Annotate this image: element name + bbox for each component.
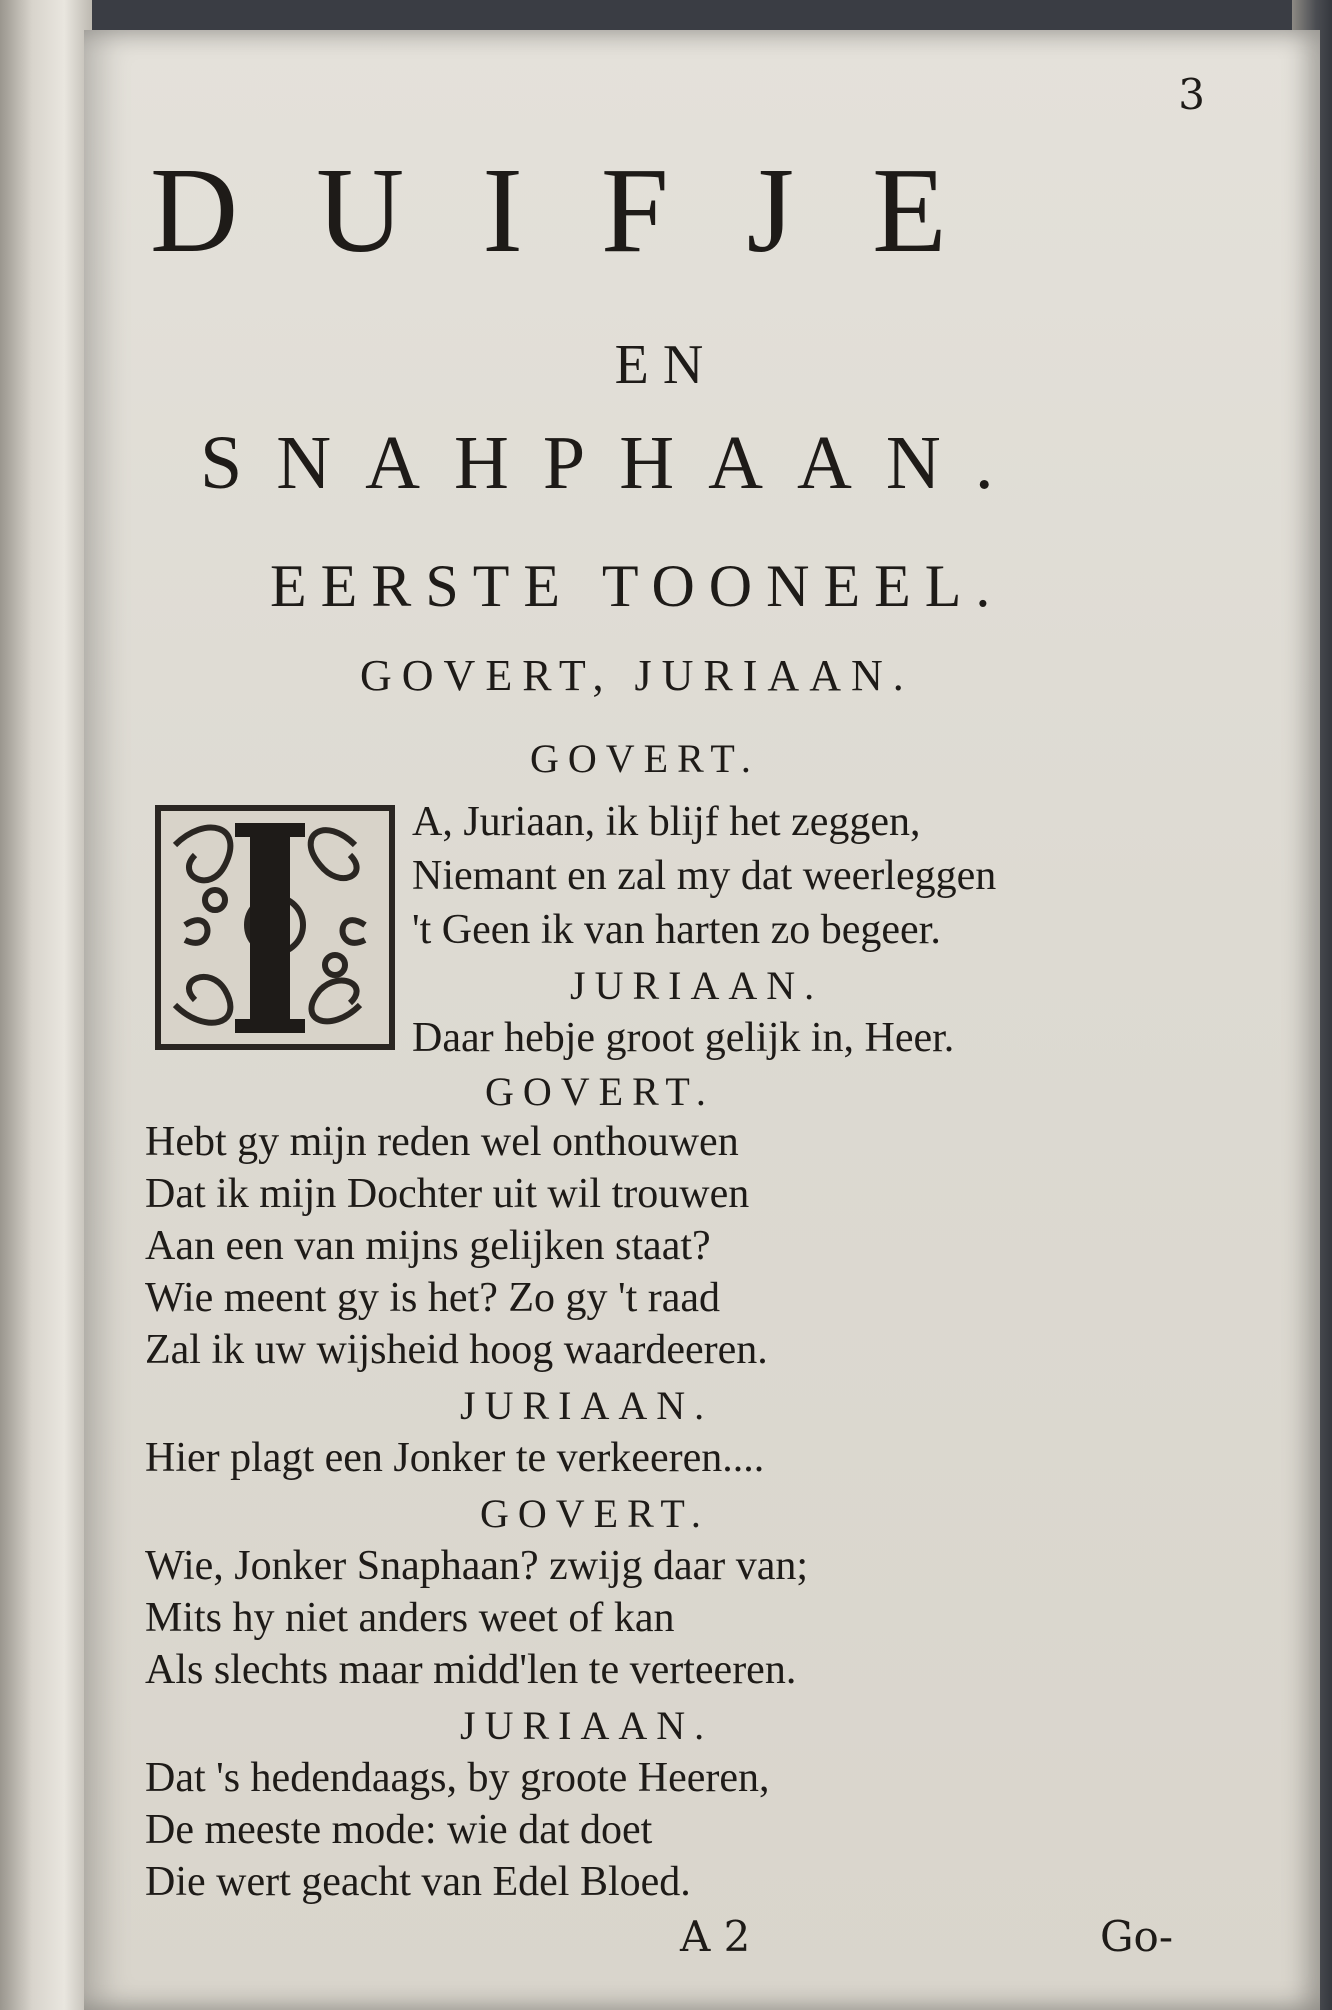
title-duifje: DUIFJE <box>150 143 1025 278</box>
verse-line: Niemant en zal my dat weerleggen <box>412 853 997 899</box>
speaker-juriaan: JURIAAN. <box>570 963 824 1008</box>
catchword: Go- <box>1100 1912 1174 1961</box>
title-snaphaan: SNAHPHAAN. <box>200 421 1028 505</box>
speaker-juriaan: JURIAAN. <box>460 1383 714 1428</box>
verse-line: Mits hy niet anders weet of kan <box>145 1595 675 1641</box>
verse-line: Dat 's hedendaags, by groote Heeren, <box>145 1755 770 1801</box>
verse-line: De meeste mode: wie dat doet <box>145 1807 653 1853</box>
verse-line: 't Geen ik van harten zo begeer. <box>412 907 941 953</box>
title-en: EN <box>614 334 718 396</box>
verse-line: Wie meent gy is het? Zo gy 't raad <box>145 1275 721 1321</box>
speaker-govert: GOVERT. <box>530 736 760 781</box>
speaker-govert: GOVERT. <box>485 1069 715 1114</box>
verse-line: Zal ik uw wijsheid hoog waardeeren. <box>145 1327 768 1373</box>
verse-line: Daar hebje groot gelijk in, Heer. <box>412 1015 955 1061</box>
verse-line: A, Juriaan, ik blijf het zeggen, <box>412 799 921 845</box>
verse-line: Als slechts maar midd'len te verteeren. <box>145 1647 797 1693</box>
verse-line: Hier plagt een Jonker te verkeeren.... <box>145 1435 765 1481</box>
verse-line: Die wert geacht van Edel Bloed. <box>145 1859 691 1905</box>
speaker-govert: GOVERT. <box>480 1491 710 1536</box>
scene-heading: EERSTE TOONEEL. <box>270 553 1005 619</box>
decorated-initial-h <box>155 805 395 1050</box>
verse-line: Aan een van mijns gelijken staat? <box>145 1223 711 1269</box>
verse-line: Hebt gy mijn reden wel onthouwen <box>145 1119 739 1165</box>
speaker-juriaan: JURIAAN. <box>460 1703 714 1748</box>
verse-line: Wie, Jonker Snaphaan? zwijg daar van; <box>145 1543 809 1589</box>
cast-list: GOVERT, JURIAAN. <box>360 651 914 700</box>
signature-mark: A 2 <box>680 1912 751 1961</box>
verse-line: Dat ik mijn Dochter uit wil trouwen <box>145 1171 750 1217</box>
facing-page-edge <box>0 0 92 2010</box>
page-number: 3 <box>1178 70 1207 119</box>
